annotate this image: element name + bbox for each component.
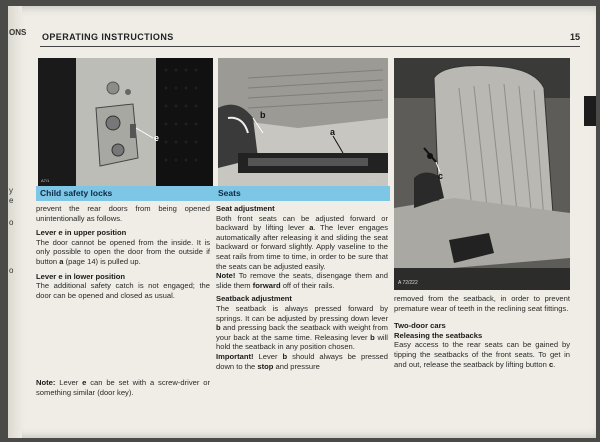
subheading-two-door-cars: Two-door cars — [394, 321, 446, 331]
page-number: 15 — [570, 32, 581, 42]
column-3-text — [394, 294, 570, 369]
manual-page — [8, 6, 596, 438]
chapter-thumb-tab — [584, 96, 596, 126]
photo-code: A 72/222 — [398, 280, 418, 286]
photo-reclining-seat — [394, 58, 570, 290]
label-c: c — [438, 171, 444, 181]
paragraph-lever-upper: The door cannot be opened from the inside. It is only possible to open the door from the outside if button a (page 14) is pulled up. — [36, 237, 210, 266]
seat-lever-illustration — [218, 58, 388, 186]
photo-seat-lever — [218, 58, 388, 186]
paragraph-lever-lower: The additional safety catch is not engaged; the door can be opened and closed as usual. — [36, 281, 210, 300]
edge-mark: o — [9, 266, 14, 275]
paragraph-teeth-wear: removed from the seatback, in order to prevent premature wear of teeth in the reclining seat fittings. — [394, 294, 570, 313]
subheading-releasing-seatbacks: Releasing the seatbacks — [394, 330, 483, 340]
previous-page-edge — [8, 6, 27, 438]
column-1-text — [36, 204, 210, 300]
edge-mark: y — [9, 186, 13, 195]
note-lever-e: Note: Lever e can be set with a screw-driver or something similar (door key). — [36, 378, 210, 397]
subheading-seatback-adjustment: Seatback adjustment — [216, 294, 292, 304]
door-lock-illustration — [38, 58, 213, 186]
section-heading-child-safety-locks: Child safety locks — [36, 186, 214, 201]
label-a: a — [330, 127, 336, 137]
edge-mark: e — [9, 196, 14, 205]
section-heading-seats: Seats — [214, 186, 390, 201]
header-rule — [40, 46, 580, 47]
paragraph-releasing-seatbacks: Easy access to the rear seats can be gained by tipping the seatbacks of the front seats. To get in and out, release the seatback by lifting button c. — [394, 340, 570, 369]
reclining-seat-illustration — [394, 58, 570, 290]
photo-code: A7/1 — [41, 178, 50, 183]
subheading-lever-lower: Lever e in lower position — [36, 271, 126, 281]
column-2-text — [216, 204, 388, 371]
photo-code: A7/… — [368, 178, 379, 183]
running-header: OPERATING INSTRUCTIONS — [42, 32, 174, 42]
label-b: b — [260, 110, 266, 120]
edge-mark: o — [9, 218, 14, 227]
note-remove-seats: Note! To remove the seats, disengage them and slide them forward off of their rails. — [216, 271, 388, 290]
paragraph-seatback-adjustment: The seatback is always pressed forward by springs. It can be adjusted by pressing down lever b and pressing back the seatback with weight from your back at the same time. Releasing lever b will hold the seatback in any position chosen. — [216, 303, 388, 352]
subheading-lever-upper: Lever e in upper position — [36, 228, 127, 238]
intro-text: prevent the rear doors from being opened unintentionally as follows. — [36, 204, 210, 223]
edge-text-top: ONS — [9, 28, 27, 37]
subheading-seat-adjustment: Seat adjustment — [216, 204, 275, 213]
label-e: e — [154, 133, 160, 143]
important-note: Important! Lever b should always be pressed down to the stop and pressure — [216, 351, 388, 371]
paragraph-seat-adjustment: Both front seats can be adjusted forward or backward by lifting lever a. The lever engages automatically after releasing it and sliding the seat backward or forward slightly. Apply vaseline to the seat rails from time to time, in order to be sure that the seats can be adjusted easily. — [216, 213, 388, 271]
photo-door-lock — [38, 58, 213, 186]
